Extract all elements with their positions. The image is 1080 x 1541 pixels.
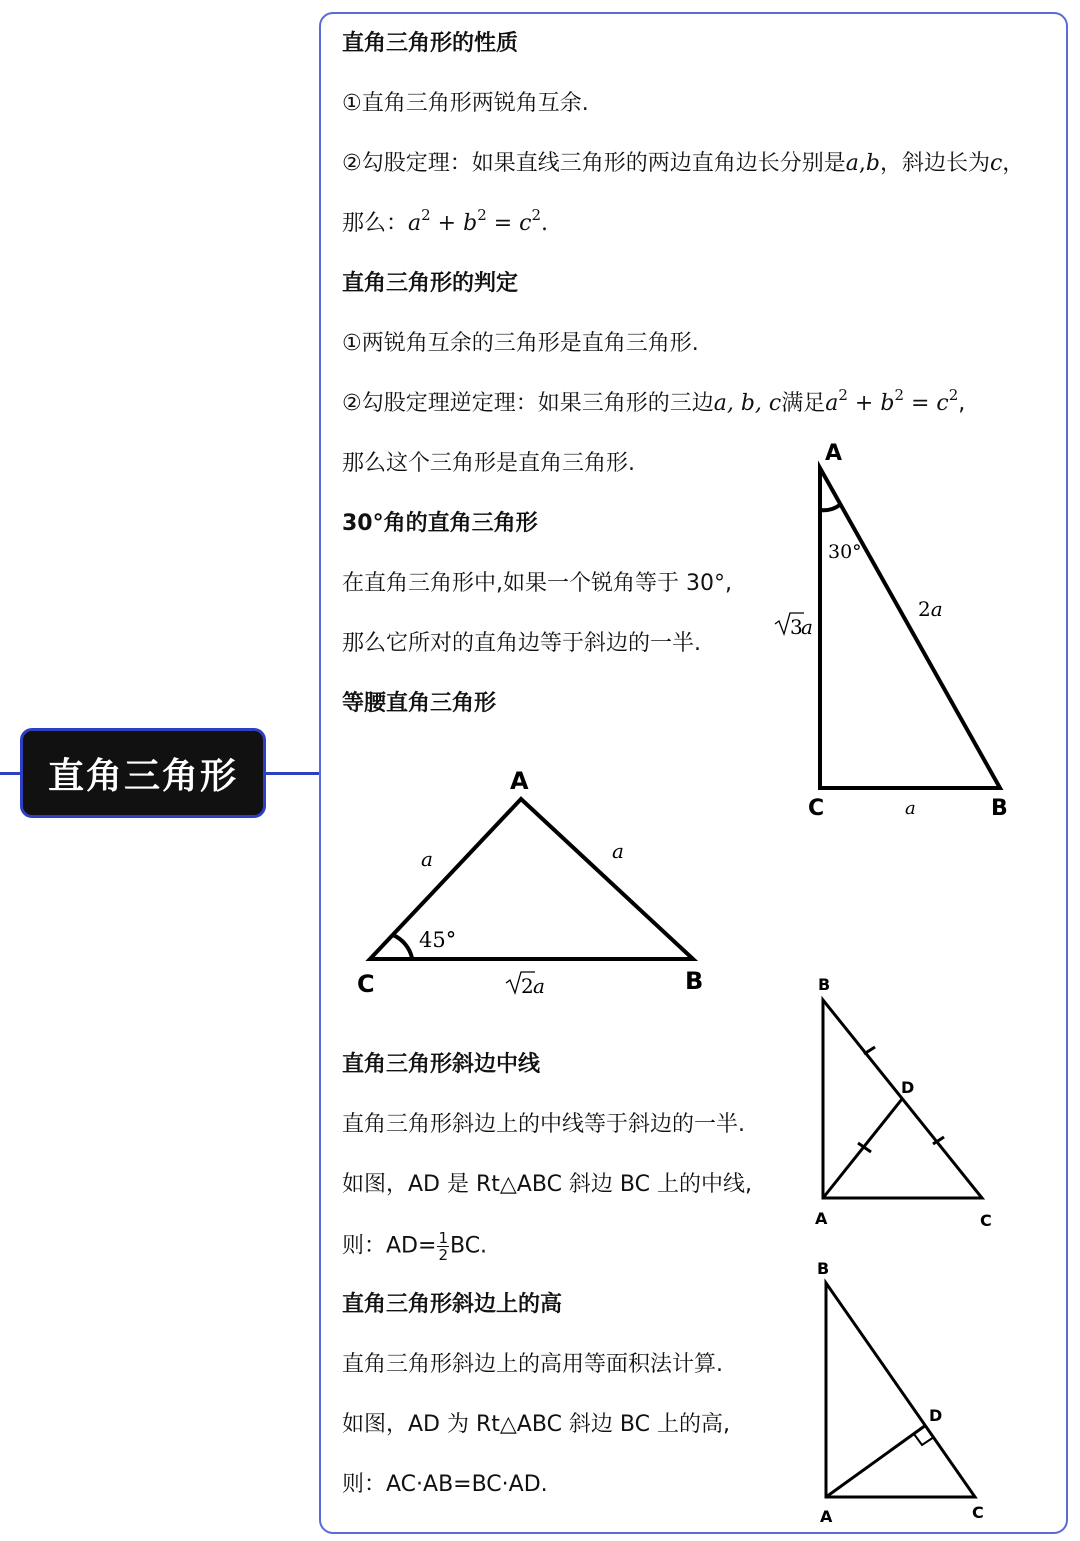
tri45-label-a: A [510, 767, 529, 795]
median-label-d: D [901, 1078, 915, 1097]
median-line-1: 直角三角形斜边上的中线等于斜边的一半. [342, 1112, 745, 1137]
median-line-3: 则：AD= $\frac{1}{2}$ BC. [342, 1229, 488, 1264]
tri30-label-c: C [808, 796, 825, 821]
tri30-label-b: B [991, 796, 1008, 821]
tri45-angle-arc [393, 935, 412, 958]
median-label-c: C [980, 1211, 992, 1230]
altitude-label-a: A [820, 1507, 833, 1526]
figure-altitude [817, 1259, 984, 1526]
altitude-line-1: 直角三角形斜边上的高用等面积法计算. [342, 1352, 723, 1377]
thirty-line-2: 那么它所对的直角边等于斜边的一半. [342, 631, 701, 656]
median-label-b: B [818, 975, 831, 994]
heading-isosceles: 等腰直角三角形 [342, 691, 497, 716]
tri45-left-label: a [421, 847, 433, 871]
tri30-label-a: A [825, 441, 843, 466]
median-segment-ad [823, 1099, 902, 1198]
props-line-2: ②勾股定理：如果直线三角形的两边直角边长分别是a,b，斜边长为c， [342, 151, 1025, 176]
figure-median [815, 975, 992, 1230]
heading-thirty: 30°角的直角三角形 [342, 511, 538, 536]
tri30-outline [820, 468, 1000, 788]
altitude-label-b: B [817, 1259, 830, 1278]
props-line-1: ①直角三角形两锐角互余. [342, 91, 589, 116]
tri30-angle-arc [820, 504, 841, 510]
tri45-label-b: B [685, 967, 704, 995]
heading-properties: 直角三角形的性质 [342, 31, 519, 56]
altitude-label-d: D [929, 1406, 943, 1425]
thirty-line-1: 在直角三角形中,如果一个锐角等于 30°, [342, 571, 732, 596]
altitude-label-c: C [972, 1503, 984, 1522]
tri45-base-label [506, 972, 545, 998]
heading-altitude: 直角三角形斜边上的高 [342, 1292, 563, 1317]
figure-isosceles-triangle [357, 767, 703, 998]
props-line-3: 那么：$a^2 + b^2 = c^2$. [342, 206, 549, 236]
tri45-label-c: C [357, 970, 375, 998]
tri45-angle-label: 45° [419, 928, 457, 952]
svg-text:2: 2 [521, 974, 534, 998]
altitude-segment-ad [826, 1425, 926, 1497]
heading-judgement: 直角三角形的判定 [342, 271, 519, 296]
svg-text:3: 3 [790, 615, 803, 639]
median-tick-bd [864, 1047, 875, 1054]
judge-line-3: 那么这个三角形是直角三角形. [342, 451, 635, 476]
median-line-2: 如图，AD 是 Rt△ABC 斜边 BC 上的中线, [342, 1172, 752, 1197]
judge-line-1: ①两锐角互余的三角形是直角三角形. [342, 331, 699, 356]
tri30-vert-label [775, 613, 813, 639]
judge-line-2: ②勾股定理逆定理：如果三角形的三边a, b, c满足$a^2 + b^2 = c^2$, [342, 386, 966, 416]
tri30-angle-label: 30° [828, 541, 862, 563]
median-label-a: A [815, 1209, 828, 1228]
altitude-line-2: 如图，AD 为 Rt△ABC 斜边 BC 上的高, [342, 1412, 730, 1437]
heading-median: 直角三角形斜边中线 [342, 1052, 541, 1077]
root-title: 直角三角形 [47, 755, 238, 797]
fraction-half: $\frac{1}{2}$ [438, 1229, 448, 1264]
tri30-hyp-label: 2a [918, 597, 943, 621]
tri30-base-label: a [905, 798, 916, 819]
tri45-right-label: a [612, 839, 624, 863]
svg-text:a: a [533, 974, 545, 998]
altitude-line-3: 则：AC·AB=BC·AD. [342, 1472, 548, 1497]
figure-thirty-triangle [775, 441, 1008, 821]
altitude-triangle-outline [826, 1283, 975, 1497]
svg-text:a: a [801, 615, 813, 639]
